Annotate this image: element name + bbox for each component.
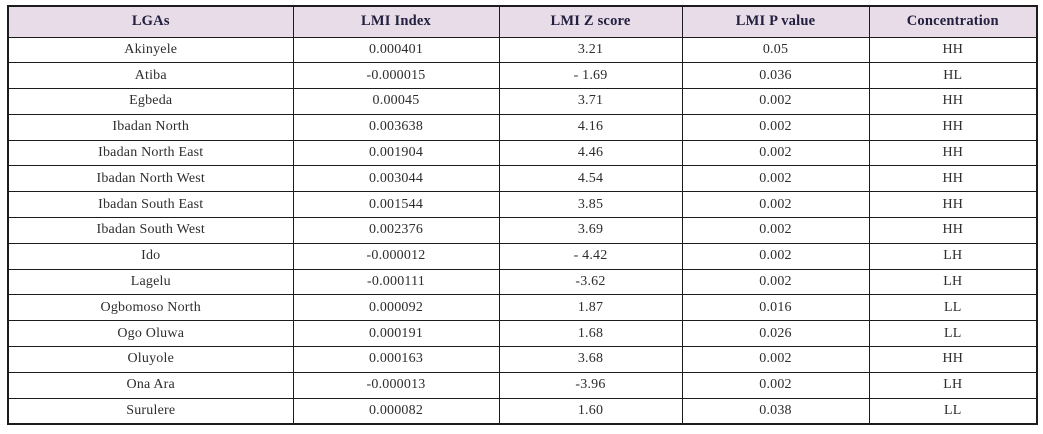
- lmi-index-cell: 0.001904: [293, 140, 499, 166]
- lmi-index-cell: 0.000092: [293, 295, 499, 321]
- concentration-cell: LL: [869, 295, 1037, 321]
- lga-cell: Ogbomoso North: [8, 295, 293, 321]
- z-score-cell: 3.85: [499, 192, 682, 218]
- concentration-cell: LH: [869, 269, 1037, 295]
- lmi-index-cell: 0.002376: [293, 218, 499, 244]
- lga-cell: Oluyole: [8, 347, 293, 373]
- table-body: [8, 37, 1037, 424]
- concentration-cell: LH: [869, 372, 1037, 398]
- table-row: [8, 89, 1037, 115]
- p-value-cell: 0.002: [682, 166, 869, 192]
- lga-cell: Lagelu: [8, 269, 293, 295]
- lga-cell: Akinyele: [8, 37, 293, 63]
- z-score-cell: 1.60: [499, 398, 682, 424]
- z-score-cell: - 1.69: [499, 63, 682, 89]
- lmi-index-cell: 0.000163: [293, 347, 499, 373]
- z-score-cell: -3.96: [499, 372, 682, 398]
- lmi-index-cell: -0.000015: [293, 63, 499, 89]
- p-value-cell: 0.05: [682, 37, 869, 63]
- table-row: [8, 37, 1037, 63]
- z-score-cell: 3.68: [499, 347, 682, 373]
- lga-cell: Ibadan North West: [8, 166, 293, 192]
- col-header-concentration: Concentration: [869, 6, 1037, 37]
- lmi-index-cell: 0.003044: [293, 166, 499, 192]
- lmi-index-cell: 0.00045: [293, 89, 499, 115]
- concentration-cell: HH: [869, 347, 1037, 373]
- concentration-cell: HH: [869, 37, 1037, 63]
- lga-cell: Ibadan North: [8, 114, 293, 140]
- table-row: [8, 243, 1037, 269]
- col-header-lmi-index: LMI Index: [293, 6, 499, 37]
- p-value-cell: 0.002: [682, 269, 869, 295]
- lmi-index-cell: 0.001544: [293, 192, 499, 218]
- p-value-cell: 0.002: [682, 192, 869, 218]
- z-score-cell: -3.62: [499, 269, 682, 295]
- table-row: [8, 140, 1037, 166]
- z-score-cell: 1.68: [499, 321, 682, 347]
- lmi-index-cell: -0.000012: [293, 243, 499, 269]
- p-value-cell: 0.038: [682, 398, 869, 424]
- lmi-index-cell: 0.003638: [293, 114, 499, 140]
- concentration-cell: HL: [869, 63, 1037, 89]
- concentration-cell: LL: [869, 398, 1037, 424]
- z-score-cell: 3.71: [499, 89, 682, 115]
- lmi-statistics-table: [7, 5, 1038, 425]
- p-value-cell: 0.026: [682, 321, 869, 347]
- table-row: [8, 63, 1037, 89]
- col-header-lgas: LGAs: [8, 6, 293, 37]
- concentration-cell: HH: [869, 218, 1037, 244]
- lga-cell: Ibadan South West: [8, 218, 293, 244]
- table-row: [8, 269, 1037, 295]
- concentration-cell: LH: [869, 243, 1037, 269]
- lga-cell: Ibadan South East: [8, 192, 293, 218]
- table-row: [8, 166, 1037, 192]
- z-score-cell: 4.16: [499, 114, 682, 140]
- z-score-cell: - 4.42: [499, 243, 682, 269]
- concentration-cell: HH: [869, 140, 1037, 166]
- lmi-index-cell: 0.000401: [293, 37, 499, 63]
- table-row: [8, 114, 1037, 140]
- lmi-index-cell: 0.000191: [293, 321, 499, 347]
- lmi-index-cell: -0.000111: [293, 269, 499, 295]
- p-value-cell: 0.002: [682, 372, 869, 398]
- concentration-cell: HH: [869, 192, 1037, 218]
- lga-cell: Surulere: [8, 398, 293, 424]
- z-score-cell: 4.46: [499, 140, 682, 166]
- p-value-cell: 0.002: [682, 347, 869, 373]
- p-value-cell: 0.016: [682, 295, 869, 321]
- p-value-cell: 0.002: [682, 89, 869, 115]
- table-row: [8, 347, 1037, 373]
- table-row: [8, 372, 1037, 398]
- p-value-cell: 0.002: [682, 218, 869, 244]
- concentration-cell: HH: [869, 166, 1037, 192]
- table-row: [8, 192, 1037, 218]
- col-header-lmi-z-score: LMI Z score: [499, 6, 682, 37]
- p-value-cell: 0.036: [682, 63, 869, 89]
- table-row: [8, 295, 1037, 321]
- p-value-cell: 0.002: [682, 140, 869, 166]
- lga-cell: Ido: [8, 243, 293, 269]
- col-header-lmi-p-value: LMI P value: [682, 6, 869, 37]
- lga-cell: Ona Ara: [8, 372, 293, 398]
- lga-cell: Ogo Oluwa: [8, 321, 293, 347]
- concentration-cell: LL: [869, 321, 1037, 347]
- p-value-cell: 0.002: [682, 114, 869, 140]
- z-score-cell: 4.54: [499, 166, 682, 192]
- lmi-index-cell: -0.000013: [293, 372, 499, 398]
- z-score-cell: 3.21: [499, 37, 682, 63]
- lga-cell: Egbeda: [8, 89, 293, 115]
- concentration-cell: HH: [869, 114, 1037, 140]
- table-row: [8, 321, 1037, 347]
- p-value-cell: 0.002: [682, 243, 869, 269]
- header-row: [8, 6, 1037, 37]
- table-row: [8, 398, 1037, 424]
- z-score-cell: 3.69: [499, 218, 682, 244]
- lmi-index-cell: 0.000082: [293, 398, 499, 424]
- lga-cell: Atiba: [8, 63, 293, 89]
- table-row: [8, 218, 1037, 244]
- concentration-cell: HH: [869, 89, 1037, 115]
- lga-cell: Ibadan North East: [8, 140, 293, 166]
- z-score-cell: 1.87: [499, 295, 682, 321]
